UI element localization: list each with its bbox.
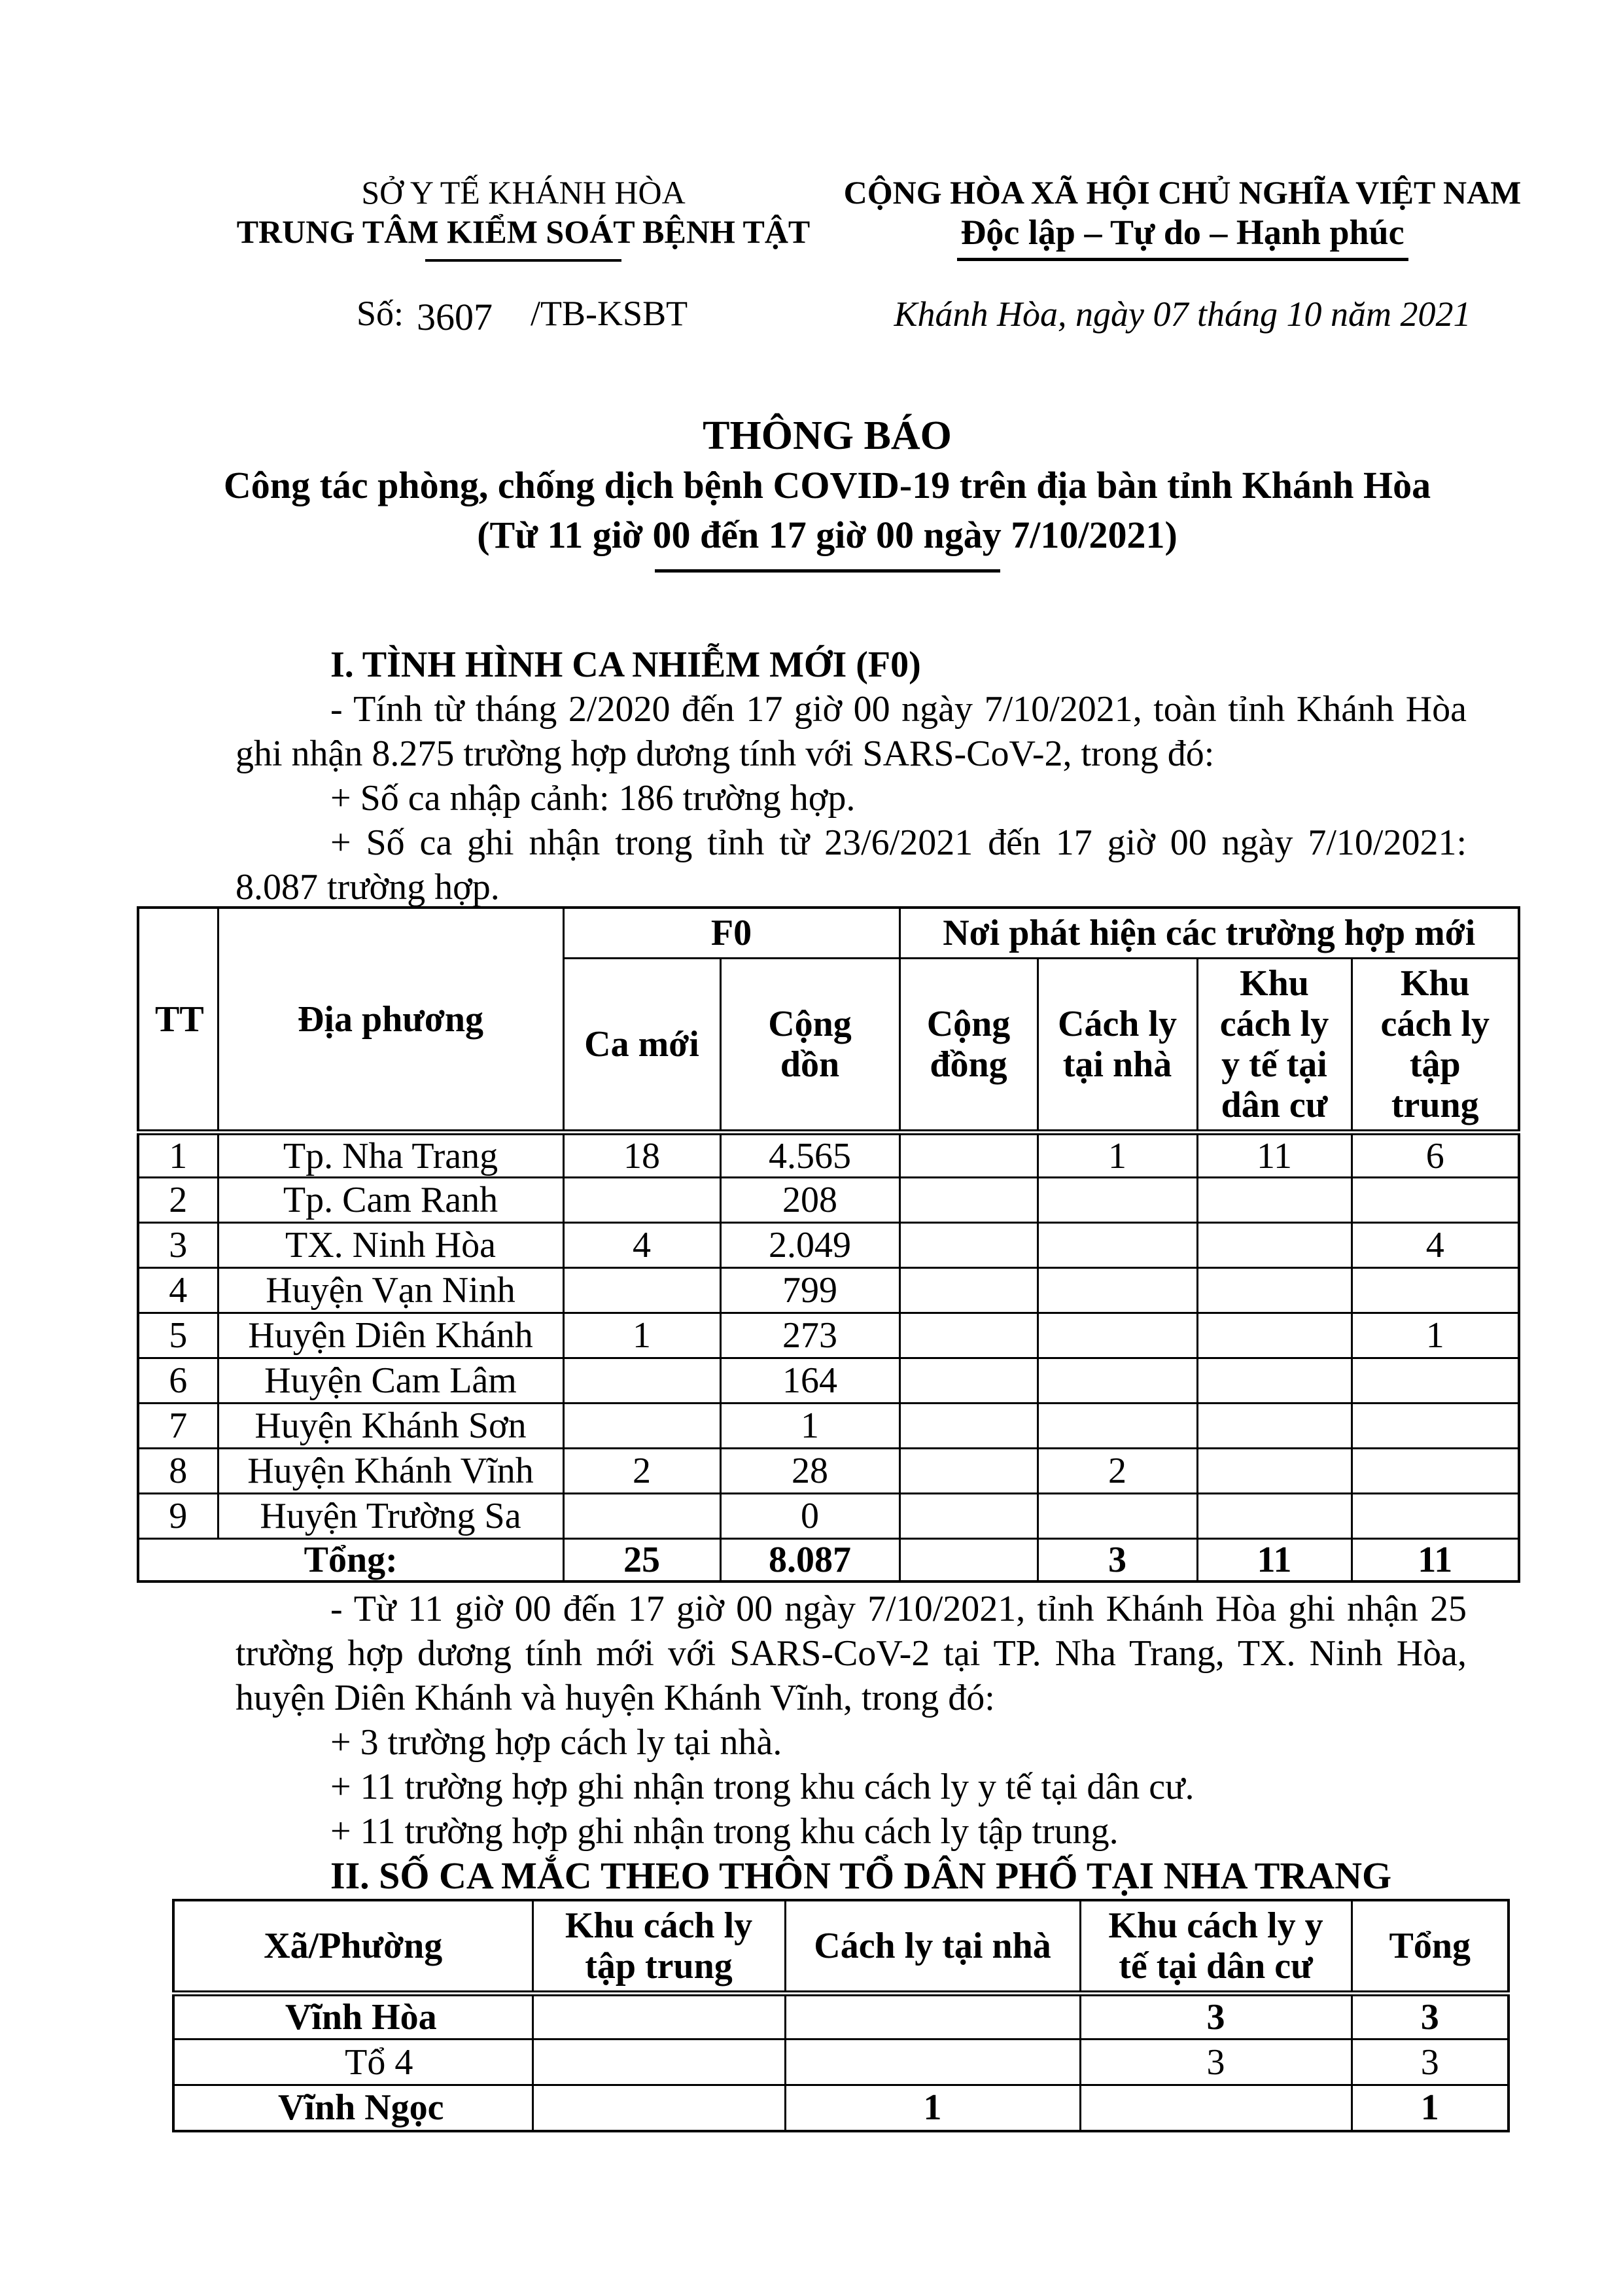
cases-by-ward-table — [172, 1899, 1510, 2132]
cell-home — [1038, 1178, 1197, 1223]
cell-cumulative: 164 — [720, 1358, 899, 1404]
table1-header-new-cases: Ca mới — [563, 959, 720, 1133]
title-underline — [655, 569, 1000, 573]
cell-district: Huyện Trường Sa — [218, 1494, 563, 1539]
cell-tt: 7 — [138, 1404, 218, 1449]
table2-header-home: Cách ly tại nhà — [785, 1900, 1080, 1994]
cases-by-district-table — [137, 906, 1520, 1583]
table1-header-centralized: Khu cách ly tập trung — [1352, 959, 1519, 1133]
table2-header-total: Tổng — [1352, 1900, 1509, 1994]
table1-row-8 — [138, 1449, 1519, 1494]
table2-row-2 — [173, 2040, 1509, 2085]
national-motto: Độc lập – Tự do – Hạnh phúc — [960, 213, 1405, 252]
cell-medical — [1197, 1449, 1352, 1494]
cell-district: TX. Ninh Hòa — [218, 1223, 563, 1268]
table1-row-1 — [138, 1133, 1519, 1178]
cell-medical — [1197, 1313, 1352, 1358]
cell-district: Huyện Diên Khánh — [218, 1313, 563, 1358]
cell-medical — [1197, 1178, 1352, 1223]
cell-community — [899, 1313, 1038, 1358]
cell-district: Huyện Vạn Ninh — [218, 1268, 563, 1313]
section-2-para-3: + 11 trường hợp ghi nhận trong khu cách ly y tế tại dân cư. — [330, 1767, 1195, 1807]
cell-total: 3 — [1352, 1994, 1509, 2040]
cell-total-centralized: 11 — [1352, 1539, 1519, 1582]
table1-header-district: Địa phương — [218, 908, 563, 1133]
cell-centralized — [532, 1994, 785, 2040]
cell-medical: 11 — [1197, 1133, 1352, 1178]
cell-community — [899, 1449, 1038, 1494]
cell-total-cumulative: 8.087 — [720, 1539, 899, 1582]
cell-community — [899, 1178, 1038, 1223]
cell-centralized — [1352, 1494, 1519, 1539]
cell-tt: 9 — [138, 1494, 218, 1539]
cell-community — [899, 1133, 1038, 1178]
section-1-para-1: - Tính từ tháng 2/2020 đến 17 giờ 00 ngày 7/10/2021, toàn tỉnh Khánh Hòa ghi nhận 8.275 trường hợp dương tính với SARS-CoV-2, trong đó: — [236, 689, 1467, 774]
issuing-org-block — [236, 173, 811, 262]
cell-cumulative: 2.049 — [720, 1223, 899, 1268]
section-2-para-2: + 3 trường hợp cách ly tại nhà. — [330, 1722, 782, 1763]
doc-number-suffix: /TB-KSBT — [531, 294, 688, 333]
table2-header-row — [173, 1900, 1509, 1994]
section-1-heading: I. TÌNH HÌNH CA NHIỄM MỚI (F0) — [330, 645, 921, 685]
cell-home — [1038, 1313, 1197, 1358]
cell-district: Huyện Khánh Sơn — [218, 1404, 563, 1449]
cell-cumulative: 208 — [720, 1178, 899, 1223]
cell-cumulative: 0 — [720, 1494, 899, 1539]
org-underline — [425, 259, 621, 262]
cell-centralized: 1 — [1352, 1313, 1519, 1358]
cell-community — [899, 1268, 1038, 1313]
table1-row-6 — [138, 1358, 1519, 1404]
cell-new — [563, 1404, 720, 1449]
cell-district: Huyện Khánh Vĩnh — [218, 1449, 563, 1494]
table1-row-3 — [138, 1223, 1519, 1268]
table1-row-7 — [138, 1404, 1519, 1449]
cell-tt: 3 — [138, 1223, 218, 1268]
cell-cumulative: 273 — [720, 1313, 899, 1358]
cell-district: Tp. Cam Ranh — [218, 1178, 563, 1223]
table2-header-medical: Khu cách ly y tế tại dân cư — [1080, 1900, 1352, 1994]
doc-number-prefix: Số: — [357, 294, 404, 333]
cell-home — [1038, 1268, 1197, 1313]
cell-medical — [1197, 1404, 1352, 1449]
table1-row-2 — [138, 1178, 1519, 1223]
cell-cumulative: 799 — [720, 1268, 899, 1313]
section-2-para-1: - Từ 11 giờ 00 đến 17 giờ 00 ngày 7/10/2021, tỉnh Khánh Hòa ghi nhận 25 trường hợp dương tính mới với SARS-CoV-2 tại TP. Nha Trang, TX. Ninh Hòa, huyện Diên Khánh và huyện Khánh Vĩnh, trong đó: — [236, 1589, 1467, 1718]
table1-header-row-1 — [138, 908, 1519, 959]
cell-centralized — [1352, 1268, 1519, 1313]
cell-tt: 4 — [138, 1268, 218, 1313]
table1-header-cumulative: Cộng dồn — [720, 959, 899, 1133]
cell-tt: 6 — [138, 1358, 218, 1404]
section-2-para-4: + 11 trường hợp ghi nhận trong khu cách ly tập trung. — [330, 1811, 1119, 1852]
national-header-block — [821, 173, 1544, 261]
cell-medical — [1080, 2085, 1352, 2131]
cell-tt: 2 — [138, 1178, 218, 1223]
cell-new — [563, 1494, 720, 1539]
table2-row-1 — [173, 1994, 1509, 2040]
table1-header-home: Cách ly tại nhà — [1038, 959, 1197, 1133]
cell-new: 1 — [563, 1313, 720, 1358]
cell-ward: Vĩnh Hòa — [173, 1994, 532, 2040]
cell-total-label: Tổng: — [138, 1539, 563, 1582]
cell-total: 1 — [1352, 2085, 1509, 2131]
section-2-heading: II. SỐ CA MẮC THEO THÔN TỔ DÂN PHỐ TẠI NHA TRANG — [330, 1854, 1392, 1897]
cell-district: Tp. Nha Trang — [218, 1133, 563, 1178]
cell-ward: Tổ 4 — [173, 2040, 532, 2085]
org-parent-name: SỞ Y TẾ KHÁNH HÒA — [361, 174, 686, 211]
cell-new: 2 — [563, 1449, 720, 1494]
cell-home — [1038, 1223, 1197, 1268]
cell-community — [899, 1358, 1038, 1404]
section-1-para-2: + Số ca nhập cảnh: 186 trường hợp. — [330, 778, 856, 819]
cell-medical — [1197, 1223, 1352, 1268]
cell-community — [899, 1494, 1038, 1539]
doc-number-value: 3607 — [417, 296, 493, 338]
cell-centralized — [532, 2040, 785, 2085]
doc-title: THÔNG BÁO — [703, 414, 952, 458]
cell-ward: Vĩnh Ngọc — [173, 2085, 532, 2131]
cell-centralized: 4 — [1352, 1223, 1519, 1268]
cell-home — [785, 1994, 1080, 2040]
cell-new: 4 — [563, 1223, 720, 1268]
table2-header-ward: Xã/Phường — [173, 1900, 532, 1994]
table1-header-community: Cộng đồng — [899, 959, 1038, 1133]
cell-district: Huyện Cam Lâm — [218, 1358, 563, 1404]
cell-total-medical: 11 — [1197, 1539, 1352, 1582]
cell-home — [785, 2040, 1080, 2085]
cell-centralized — [1352, 1449, 1519, 1494]
cell-tt: 5 — [138, 1313, 218, 1358]
cell-centralized — [1352, 1358, 1519, 1404]
table1-row-5 — [138, 1313, 1519, 1358]
table2-row-3 — [173, 2085, 1509, 2131]
cell-new — [563, 1358, 720, 1404]
org-name: TRUNG TÂM KIỂM SOÁT BỆNH TẬT — [236, 213, 811, 250]
place-date: Khánh Hòa, ngày 07 tháng 10 năm 2021 — [894, 294, 1471, 334]
cell-home: 2 — [1038, 1449, 1197, 1494]
cell-home — [1038, 1494, 1197, 1539]
section-1-para-3: + Số ca ghi nhận trong tỉnh từ 23/6/2021 đến 17 giờ 00 ngày 7/10/2021: 8.087 trường hợp. — [236, 822, 1467, 908]
cell-centralized — [1352, 1178, 1519, 1223]
cell-medical — [1197, 1494, 1352, 1539]
table1-header-tt: TT — [138, 908, 218, 1133]
cell-home: 1 — [785, 2085, 1080, 2131]
cell-community — [899, 1404, 1038, 1449]
cell-total-community — [899, 1539, 1038, 1582]
cell-community — [899, 1223, 1038, 1268]
doc-number-line — [357, 292, 688, 338]
cell-home — [1038, 1404, 1197, 1449]
cell-centralized — [1352, 1404, 1519, 1449]
cell-tt: 1 — [138, 1133, 218, 1178]
cell-tt: 8 — [138, 1449, 218, 1494]
cell-total-new: 25 — [563, 1539, 720, 1582]
cell-home — [1038, 1358, 1197, 1404]
cell-centralized: 6 — [1352, 1133, 1519, 1178]
cell-cumulative: 4.565 — [720, 1133, 899, 1178]
doc-subtitle: Công tác phòng, chống dịch bệnh COVID-19 trên địa bàn tỉnh Khánh Hòa — [223, 464, 1431, 506]
cell-medical — [1197, 1268, 1352, 1313]
table1-row-9 — [138, 1494, 1519, 1539]
section-1 — [236, 643, 1467, 910]
doc-period: (Từ 11 giờ 00 đến 17 giờ 00 ngày 7/10/2021) — [477, 514, 1178, 556]
cell-new: 18 — [563, 1133, 720, 1178]
cell-home: 1 — [1038, 1133, 1197, 1178]
table1-header-medical: Khu cách ly y tế tại dân cư — [1197, 959, 1352, 1133]
cell-new — [563, 1178, 720, 1223]
table1-header-location: Nơi phát hiện các trường hợp mới — [899, 908, 1519, 959]
title-block — [137, 411, 1518, 573]
cell-centralized — [532, 2085, 785, 2131]
table1-total-row — [138, 1539, 1519, 1582]
table1-header-f0: F0 — [563, 908, 899, 959]
cell-medical: 3 — [1080, 1994, 1352, 2040]
national-title: CỘNG HÒA XÃ HỘI CHỦ NGHĨA VIỆT NAM — [843, 174, 1522, 211]
section-2 — [236, 1587, 1467, 1898]
cell-medical — [1197, 1358, 1352, 1404]
table1-row-4 — [138, 1268, 1519, 1313]
cell-cumulative: 28 — [720, 1449, 899, 1494]
cell-cumulative: 1 — [720, 1404, 899, 1449]
cell-new — [563, 1268, 720, 1313]
table2-header-centralized: Khu cách ly tập trung — [532, 1900, 785, 1994]
cell-total: 3 — [1352, 2040, 1509, 2085]
cell-medical: 3 — [1080, 2040, 1352, 2085]
cell-total-home: 3 — [1038, 1539, 1197, 1582]
motto-underline — [957, 258, 1408, 261]
